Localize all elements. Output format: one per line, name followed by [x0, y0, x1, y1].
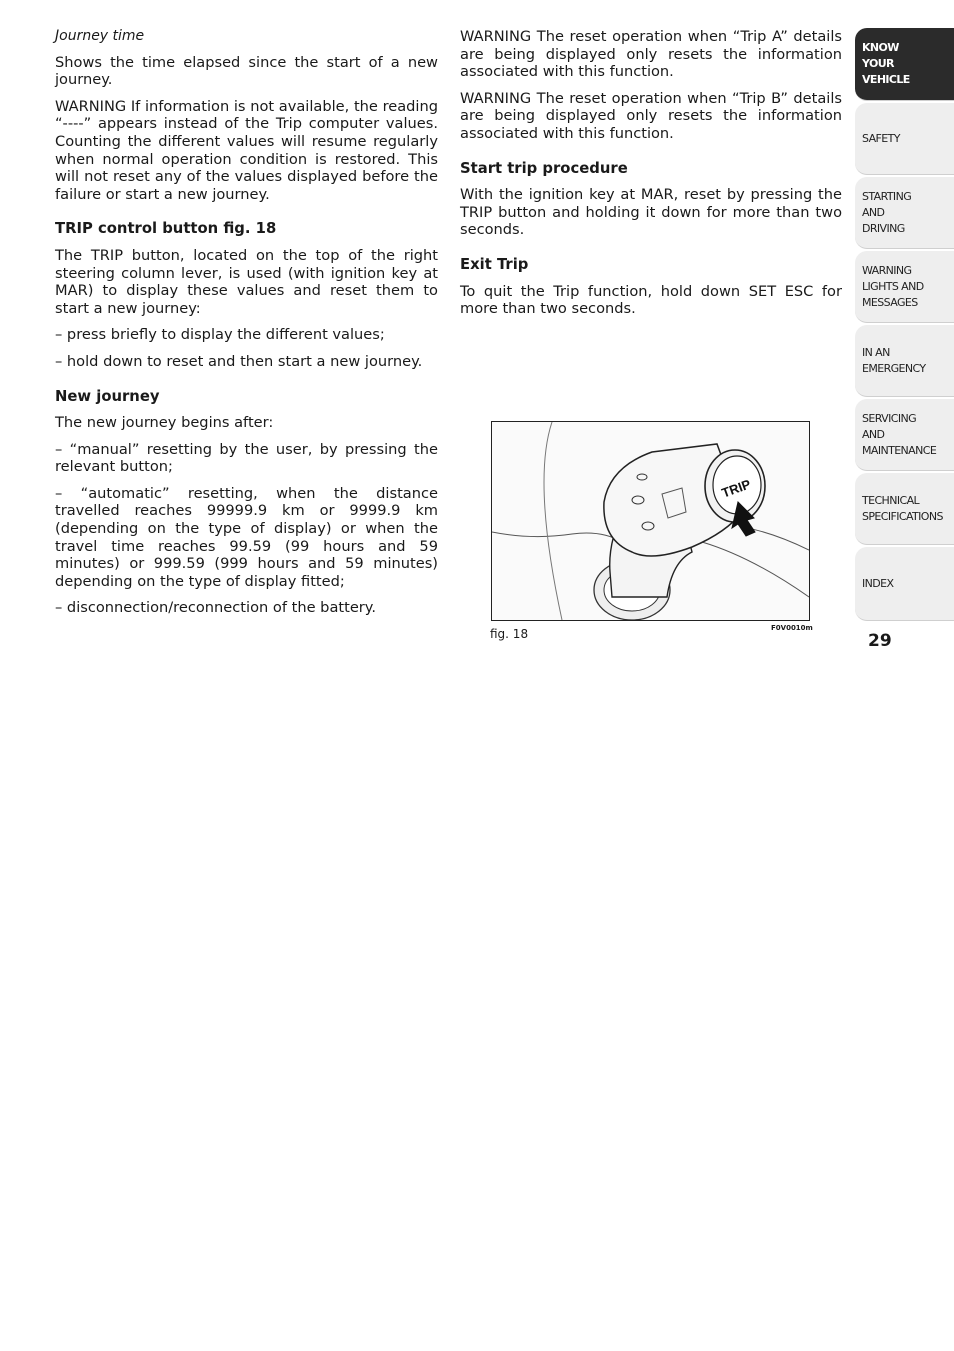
tab-warning-lights[interactable]: WARNING LIGHTS AND MESSAGES [855, 251, 954, 323]
tab-emergency[interactable]: IN AN EMERGENCY [855, 325, 954, 397]
start-trip-heading: Start trip procedure [460, 159, 628, 177]
new-journey-heading: New journey [55, 387, 160, 405]
trip-button-bullet: – press briefly to display the different values; [55, 326, 385, 344]
trip-button-bullet: – hold down to reset and then start a new journey. [55, 352, 423, 370]
tab-starting-and-driving[interactable]: STARTING AND DRIVING [855, 177, 954, 249]
trip-button-heading: TRIP control button fig. 18 [55, 220, 277, 238]
tab-know-your-vehicle[interactable]: KNOW YOUR VEHICLE [855, 28, 954, 101]
left-column [55, 28, 438, 626]
tab-index[interactable]: INDEX [855, 547, 954, 621]
trip-lever-illustration [491, 421, 810, 621]
exit-trip-heading: Exit Trip [460, 255, 529, 273]
warning-trip-a: WARNING The reset operation when “Trip A” details are being displayed only resets the information associated with this function. [460, 28, 842, 81]
journey-time-heading: Journey time [55, 28, 145, 44]
tab-servicing[interactable]: SERVICING AND MAINTENANCE [855, 399, 954, 471]
figure-code: F0V0010m [771, 624, 813, 632]
new-journey-bullet: – disconnection/reconnection of the battery. [55, 599, 377, 617]
exit-trip-text: To quit the Trip function, hold down SET ESC for more than two seconds. [460, 282, 842, 318]
page-number: 29 [868, 631, 892, 651]
new-journey-intro: The new journey begins after: [55, 414, 274, 432]
start-trip-text: With the ignition key at MAR, reset by pressing the TRIP button and holding it down for more than two seconds. [460, 186, 842, 239]
trip-button-text: The TRIP button, located on the top of the right steering column lever, is used (with ignition key at MAR) to display these values and reset them to start a new journey: [55, 246, 438, 317]
warning-paragraph: WARNING If information is not available, the reading “----” appears instead of the Trip computer values. Counting the different values will resume regularly when normal operation condition is restored. This will not reset any of the values displayed before the failure or start a new journey. [55, 97, 438, 203]
tab-technical-specifications[interactable]: TECHNICAL SPECIFICATIONS [855, 473, 954, 545]
journey-time-text: Shows the time elapsed since the start of a new journey. [55, 53, 438, 89]
warning-trip-b: WARNING The reset operation when “Trip B” details are being displayed only resets the information associated with this function. [460, 89, 842, 142]
right-column [460, 28, 842, 327]
steering-lever-drawing [492, 422, 809, 620]
tab-safety[interactable]: SAFETY [855, 103, 954, 175]
new-journey-bullet: – “manual” resetting by the user, by pressing the relevant button; [55, 440, 438, 476]
figure-caption: fig. 18 [490, 627, 529, 641]
new-journey-bullet: – “automatic” resetting, when the distance travelled reaches 99999.9 km or 9999.9 km (depending on the type of display) or when the travel time reaches 99.59 (99 hours and 59 minutes) or 999.59 (999 hours and 59 minutes) depending on the type of display fitted; [55, 484, 438, 590]
trip-button-label: TRIP [719, 476, 753, 501]
